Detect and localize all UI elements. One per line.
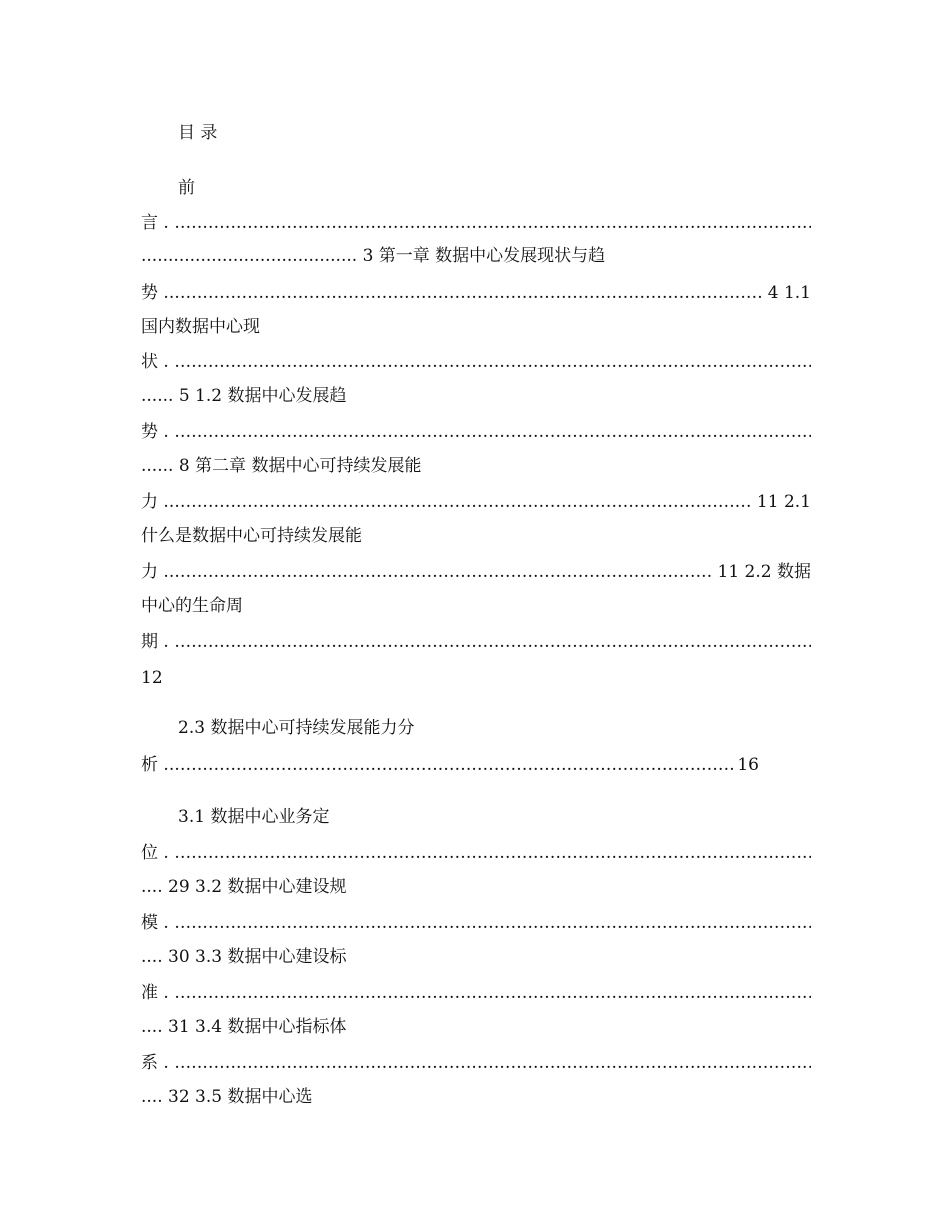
toc-line [141,491,811,513]
toc-line [141,245,811,267]
toc-line: ...... 5 1.2 数据中心发展趋 [141,386,347,406]
toc-line [141,212,811,234]
toc-line: 3.1 数据中心业务定 [178,807,330,827]
toc-line-text: 力 . [141,562,169,582]
toc-line [141,421,811,443]
toc-line-text: 力 . [141,492,169,512]
toc-leader [169,282,764,304]
toc-line [141,631,811,653]
toc-line-text: 势 . [141,283,169,303]
toc-line [141,1052,811,1074]
toc-page-number: 12 [141,668,163,688]
toc-line: .... 31 3.4 数据中心指标体 [141,1017,347,1037]
toc-leader: ........................................ [141,246,358,266]
toc-line-text: 3 第一章 数据中心发展现状与趋 [362,246,606,266]
toc-line: .... 32 3.5 数据中心选 [141,1087,313,1107]
toc-line [141,982,811,1004]
toc-line-text: 析 . [141,755,169,775]
toc-line: 什么是数据中心可持续发展能 [141,526,362,546]
toc-line-text: 期 . [141,632,169,652]
toc-leader [169,491,753,513]
toc-line-text: 状 . [141,352,169,372]
toc-line: .... 29 3.2 数据中心建设规 [141,877,347,897]
toc-page-number: 4 1.1 [767,283,811,303]
toc-line-text: 言 . [141,213,169,233]
toc-page-number: 11 2.1 [756,492,811,512]
toc-leader [169,561,714,583]
toc-line-text: 准 . [141,983,169,1003]
toc-line [141,351,811,373]
toc-line: 2.3 数据中心可持续发展能力分 [178,718,415,738]
toc-line [141,912,811,934]
toc-line: ...... 8 第二章 数据中心可持续发展能 [141,456,422,476]
toc-leader [169,754,734,776]
toc-line [141,842,811,864]
toc-line [141,754,759,776]
toc-line-text: 模 . [141,913,169,933]
toc-line: 前 [178,178,195,198]
toc-title: 目 录 [178,123,218,143]
toc-line [141,561,811,583]
toc-line-text: 系 . [141,1053,169,1073]
toc-line: 国内数据中心现 [141,317,260,337]
toc-line [141,282,811,304]
toc-page-number: 16 [737,755,759,775]
toc-line-text: 势 . [141,422,169,442]
toc-page-number: 11 2.2 数据 [717,562,811,582]
toc-line: 中心的生命周 [141,596,243,616]
toc-line-text: 位 . [141,843,169,863]
toc-line: .... 30 3.3 数据中心建设标 [141,947,347,967]
